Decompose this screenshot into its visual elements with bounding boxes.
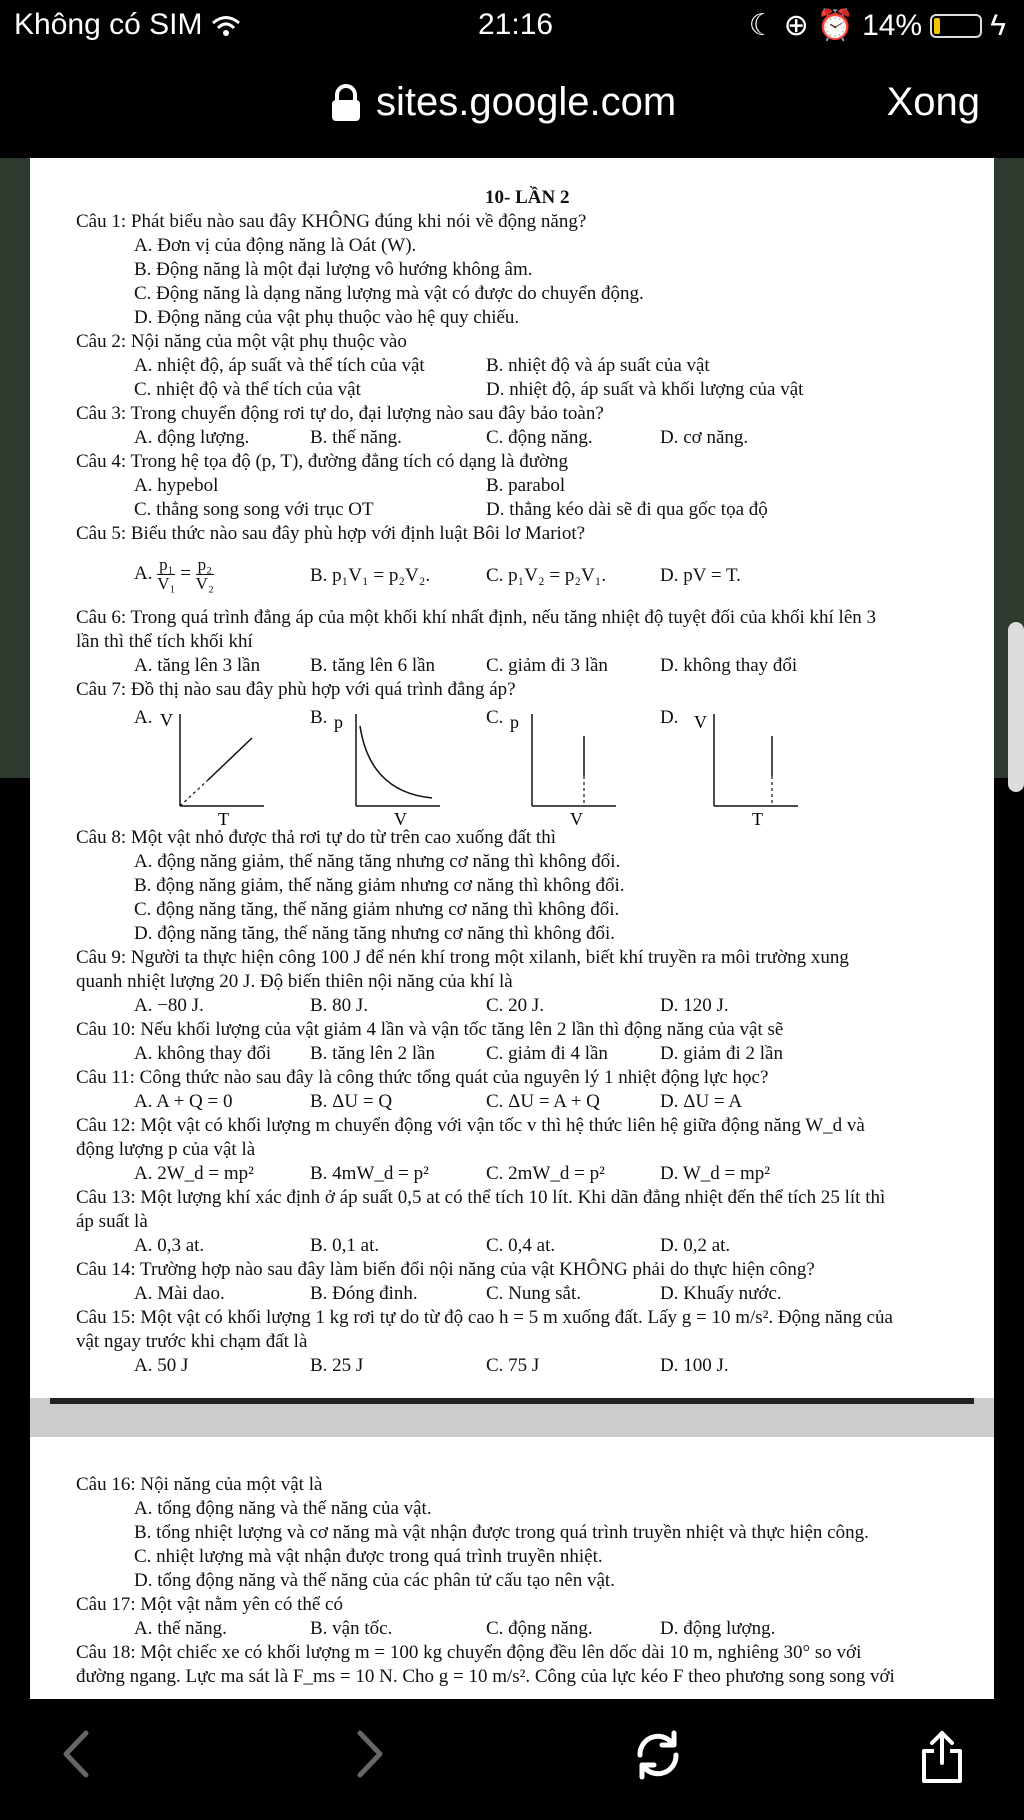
document-title: 10- LẦN 2 (485, 187, 570, 208)
url-field[interactable] (330, 80, 676, 125)
question-7: Câu 7: Đồ thị nào sau đây phù hợp với quá trình đẳng áp? (76, 679, 516, 700)
option: A. động năng giảm, thế năng tăng nhưng cơ năng thì không đổi. (134, 851, 621, 872)
option: D. nhiệt độ, áp suất và khối lượng của vật (486, 379, 804, 400)
option: A. Mài dao. (134, 1283, 225, 1304)
option: A. Đơn vị của động năng là Oát (W). (134, 235, 417, 256)
graph-b-curve (360, 726, 432, 798)
option: D. Khuấy nước. (660, 1283, 782, 1304)
question-12-line-2: động lượng p của vật là (76, 1139, 256, 1160)
lock-icon (330, 84, 362, 122)
option: C. ΔU = A + Q (486, 1091, 600, 1112)
option: B. Động năng là một đại lượng vô hướng không âm. (134, 259, 533, 280)
option: A. 50 J (134, 1355, 189, 1376)
option: A. 0,3 at. (134, 1235, 205, 1256)
option: D. pV = T. (660, 565, 741, 586)
option: D. thẳng kéo dài sẽ đi qua gốc tọa độ (486, 499, 768, 520)
question-12: Câu 12: Một vật có khối lượng m chuyển động với vận tốc v thì hệ thức liên hệ giữa động năng W_d và (76, 1115, 865, 1136)
question-2: Câu 2: Nội năng của một vật phụ thuộc vào (76, 331, 407, 352)
question-15: Câu 15: Một vật có khối lượng 1 kg rơi tự do từ độ cao h = 5 m xuống đất. Lấy g = 10 m/s². Động năng của (76, 1307, 893, 1328)
option: B. parabol (486, 475, 566, 496)
option: A. không thay đổi (134, 1043, 272, 1064)
option: C. giảm đi 4 lần (486, 1043, 608, 1064)
axis-label-t: T (752, 809, 763, 826)
question-9: Câu 9: Người ta thực hiện công 100 J để nén khí trong một xilanh, biết khí truyền ra môi trường xung (76, 947, 849, 968)
carrier-label: Không có SIM (14, 8, 241, 42)
option: B. 25 J (310, 1355, 364, 1376)
page-separator (30, 1398, 994, 1437)
status-bar (0, 0, 1024, 50)
option: C. nhiệt độ và thể tích của vật (134, 379, 361, 400)
done-button[interactable]: Xong (886, 80, 980, 124)
graph-c-label: C. (486, 707, 504, 728)
moon-icon: ☾ (748, 9, 776, 42)
axis-label-p: p (510, 712, 519, 732)
question-1: Câu 1: Phát biểu nào sau đây KHÔNG đúng khi nói về động năng? (76, 211, 587, 232)
option: B. tăng lên 6 lần (310, 655, 436, 676)
question-18-line-2: đường ngang. Lực ma sát là F_ms = 10 N. Cho g = 10 m/s². Công của lực kéo F theo phương song song với (76, 1666, 895, 1687)
question-3: Câu 3: Trong chuyển động rơi tự do, đại lượng nào sau đây bảo toàn? (76, 403, 604, 424)
option: B. Đóng đinh. (310, 1283, 418, 1304)
option: B. 0,1 at. (310, 1235, 380, 1256)
question-8: Câu 8: Một vật nhỏ được thả rơi tự do từ trên cao xuống đất thì (76, 827, 556, 848)
option: C. 75 J (486, 1355, 540, 1376)
option-a-formula: A. $\frac{\text{p₁}}{\text{V₁}}$ = $\frac{\text{p₂}}{\text{V₂}}$ (134, 555, 214, 593)
option: C. Động năng là dạng năng lượng mà vật có được do chuyển động. (134, 283, 644, 304)
axis-label-p: p (334, 712, 343, 732)
graph-d (690, 706, 800, 826)
option: C. động năng. (486, 1618, 593, 1639)
option: C. Nung sắt. (486, 1283, 581, 1304)
option: D. 100 J. (660, 1355, 729, 1376)
question-13-line-2: áp suất là (76, 1211, 148, 1232)
option: B. p₁V₁ = p₂V₂. (310, 565, 431, 586)
option: D. 0,2 at. (660, 1235, 731, 1256)
graph-b-label: B. (310, 707, 328, 728)
option: C. nhiệt lượng mà vật nhận được trong quá trình truyền nhiệt. (134, 1546, 603, 1567)
graph-a (156, 706, 266, 826)
axis-label-v: V (160, 710, 173, 730)
option: A. A + Q = 0 (134, 1091, 233, 1112)
question-15-line-2: vật ngay trước khi chạm đất là (76, 1331, 308, 1352)
question-13: Câu 13: Một lượng khí xác định ở áp suất 0,5 at có thể tích 10 lít. Khi dãn đẳng nhiệt đến thể tích 25 lít thì (76, 1187, 886, 1208)
option: A. hypebol (134, 475, 219, 496)
option: C. giảm đi 3 lần (486, 655, 608, 676)
option: D. ΔU = A (660, 1091, 743, 1112)
option: B. động năng giảm, thế năng giảm nhưng cơ năng thì không đổi. (134, 875, 625, 896)
option: B. nhiệt độ và áp suất của vật (486, 355, 710, 376)
back-arrow-icon[interactable] (58, 1729, 94, 1779)
option: B. ΔU = Q (310, 1091, 393, 1112)
option: D. cơ năng. (660, 427, 749, 448)
option: A. nhiệt độ, áp suất và thể tích của vật (134, 355, 425, 376)
option: A. tăng lên 3 lần (134, 655, 261, 676)
option: B. tăng lên 2 lần (310, 1043, 436, 1064)
graph-a-line (208, 738, 252, 780)
option: C. động năng. (486, 427, 593, 448)
option: D. tổng động năng và thế năng của các phân tử cấu tạo nên vật. (134, 1570, 615, 1591)
document-page-2 (30, 1437, 994, 1699)
background-left (0, 158, 30, 778)
question-6: Câu 6: Trong quá trình đẳng áp của một khối khí nhất định, nếu tăng nhiệt độ tuyệt đối của khối khí lên 3 (76, 607, 877, 628)
alarm-icon: ⏰ (816, 9, 855, 42)
graph-d-label: D. (660, 707, 679, 728)
forward-arrow-icon[interactable] (352, 1729, 388, 1779)
clock: 21:16 (478, 8, 554, 41)
question-6-line-2: lần thì thể tích khối khí (76, 631, 253, 652)
option: D. 120 J. (660, 995, 729, 1016)
option: A. 2W_d = mp² (134, 1163, 254, 1184)
option: A. tổng động năng và thế năng của vật. (134, 1498, 432, 1519)
option: B. tổng nhiệt lượng và cơ năng mà vật nhận được trong quá trình truyền nhiệt và thực hiện công. (134, 1522, 869, 1543)
battery-icon (930, 14, 982, 38)
document-page-1 (30, 158, 994, 1398)
question-11: Câu 11: Công thức nào sau đây là công thức tổng quát của nguyên lý 1 nhiệt động lực học? (76, 1067, 769, 1088)
question-14: Câu 14: Trường hợp nào sau đây làm biến đổi nội năng của vật KHÔNG phải do thực hiện công? (76, 1259, 815, 1280)
axis-label-v: V (570, 809, 583, 826)
browser-toolbar (0, 1699, 1024, 1820)
option: A. −80 J. (134, 995, 204, 1016)
option: D. Động năng của vật phụ thuộc vào hệ quy chiếu. (134, 307, 520, 328)
url-text: sites.google.com (376, 80, 677, 124)
option: C. 0,4 at. (486, 1235, 556, 1256)
rotation-lock-icon: ⊕ (783, 9, 809, 42)
option: B. thế năng. (310, 427, 402, 448)
reload-icon[interactable] (632, 1729, 684, 1781)
option: B. vận tốc. (310, 1618, 393, 1639)
share-icon[interactable] (918, 1729, 966, 1785)
option: C. 2mW_d = p² (486, 1163, 605, 1184)
wifi-icon (211, 15, 241, 37)
axis-label-v: V (394, 809, 407, 826)
graph-a-label: A. (134, 707, 153, 728)
option: D. giảm đi 2 lần (660, 1043, 783, 1064)
browser-url-bar (0, 60, 1024, 150)
option: D. không thay đổi (660, 655, 798, 676)
graph-c (508, 706, 618, 826)
question-17: Câu 17: Một vật nằm yên có thể có (76, 1594, 343, 1615)
option: C. thẳng song song với trục OT (134, 499, 374, 520)
charging-icon: ϟ (990, 8, 1006, 42)
option: B. 4mW_d = p² (310, 1163, 429, 1184)
option: A. động lượng. (134, 427, 250, 448)
option: C. p₁V₂ = p₂V₁. (486, 565, 607, 586)
axis-label-v: V (694, 712, 707, 732)
graph-a-dashed (180, 780, 208, 806)
option: D. động năng tăng, thế năng tăng nhưng cơ năng thì không đổi. (134, 923, 616, 944)
axis-label-t: T (218, 809, 229, 826)
option: C. động năng tăng, thế năng giảm nhưng cơ năng thì không đổi. (134, 899, 620, 920)
question-4: Câu 4: Trong hệ tọa độ (p, T), đường đẳng tích có dạng là đường (76, 451, 569, 472)
option: D. động lượng. (660, 1618, 776, 1639)
battery-percent: 14% (862, 8, 923, 42)
graph-b (332, 706, 442, 826)
option: A. thế năng. (134, 1618, 227, 1639)
scrollbar[interactable] (1008, 622, 1024, 792)
option: D. W_d = mp² (660, 1163, 771, 1184)
question-9-line-2: quanh nhiệt lượng 20 J. Độ biến thiên nội năng của khí là (76, 971, 513, 992)
question-10: Câu 10: Nếu khối lượng của vật giảm 4 lần và vận tốc tăng lên 2 lần thì động năng của vật sẽ (76, 1019, 784, 1040)
option: C. 20 J. (486, 995, 545, 1016)
question-18: Câu 18: Một chiếc xe có khối lượng m = 100 kg chuyển động đều lên dốc dài 10 m, nghiêng 30° so với (76, 1642, 862, 1663)
option: B. 80 J. (310, 995, 369, 1016)
question-5: Câu 5: Biểu thức nào sau đây phù hợp với định luật Bôi lơ Mariot? (76, 523, 586, 544)
question-16: Câu 16: Nội năng của một vật là (76, 1474, 323, 1495)
